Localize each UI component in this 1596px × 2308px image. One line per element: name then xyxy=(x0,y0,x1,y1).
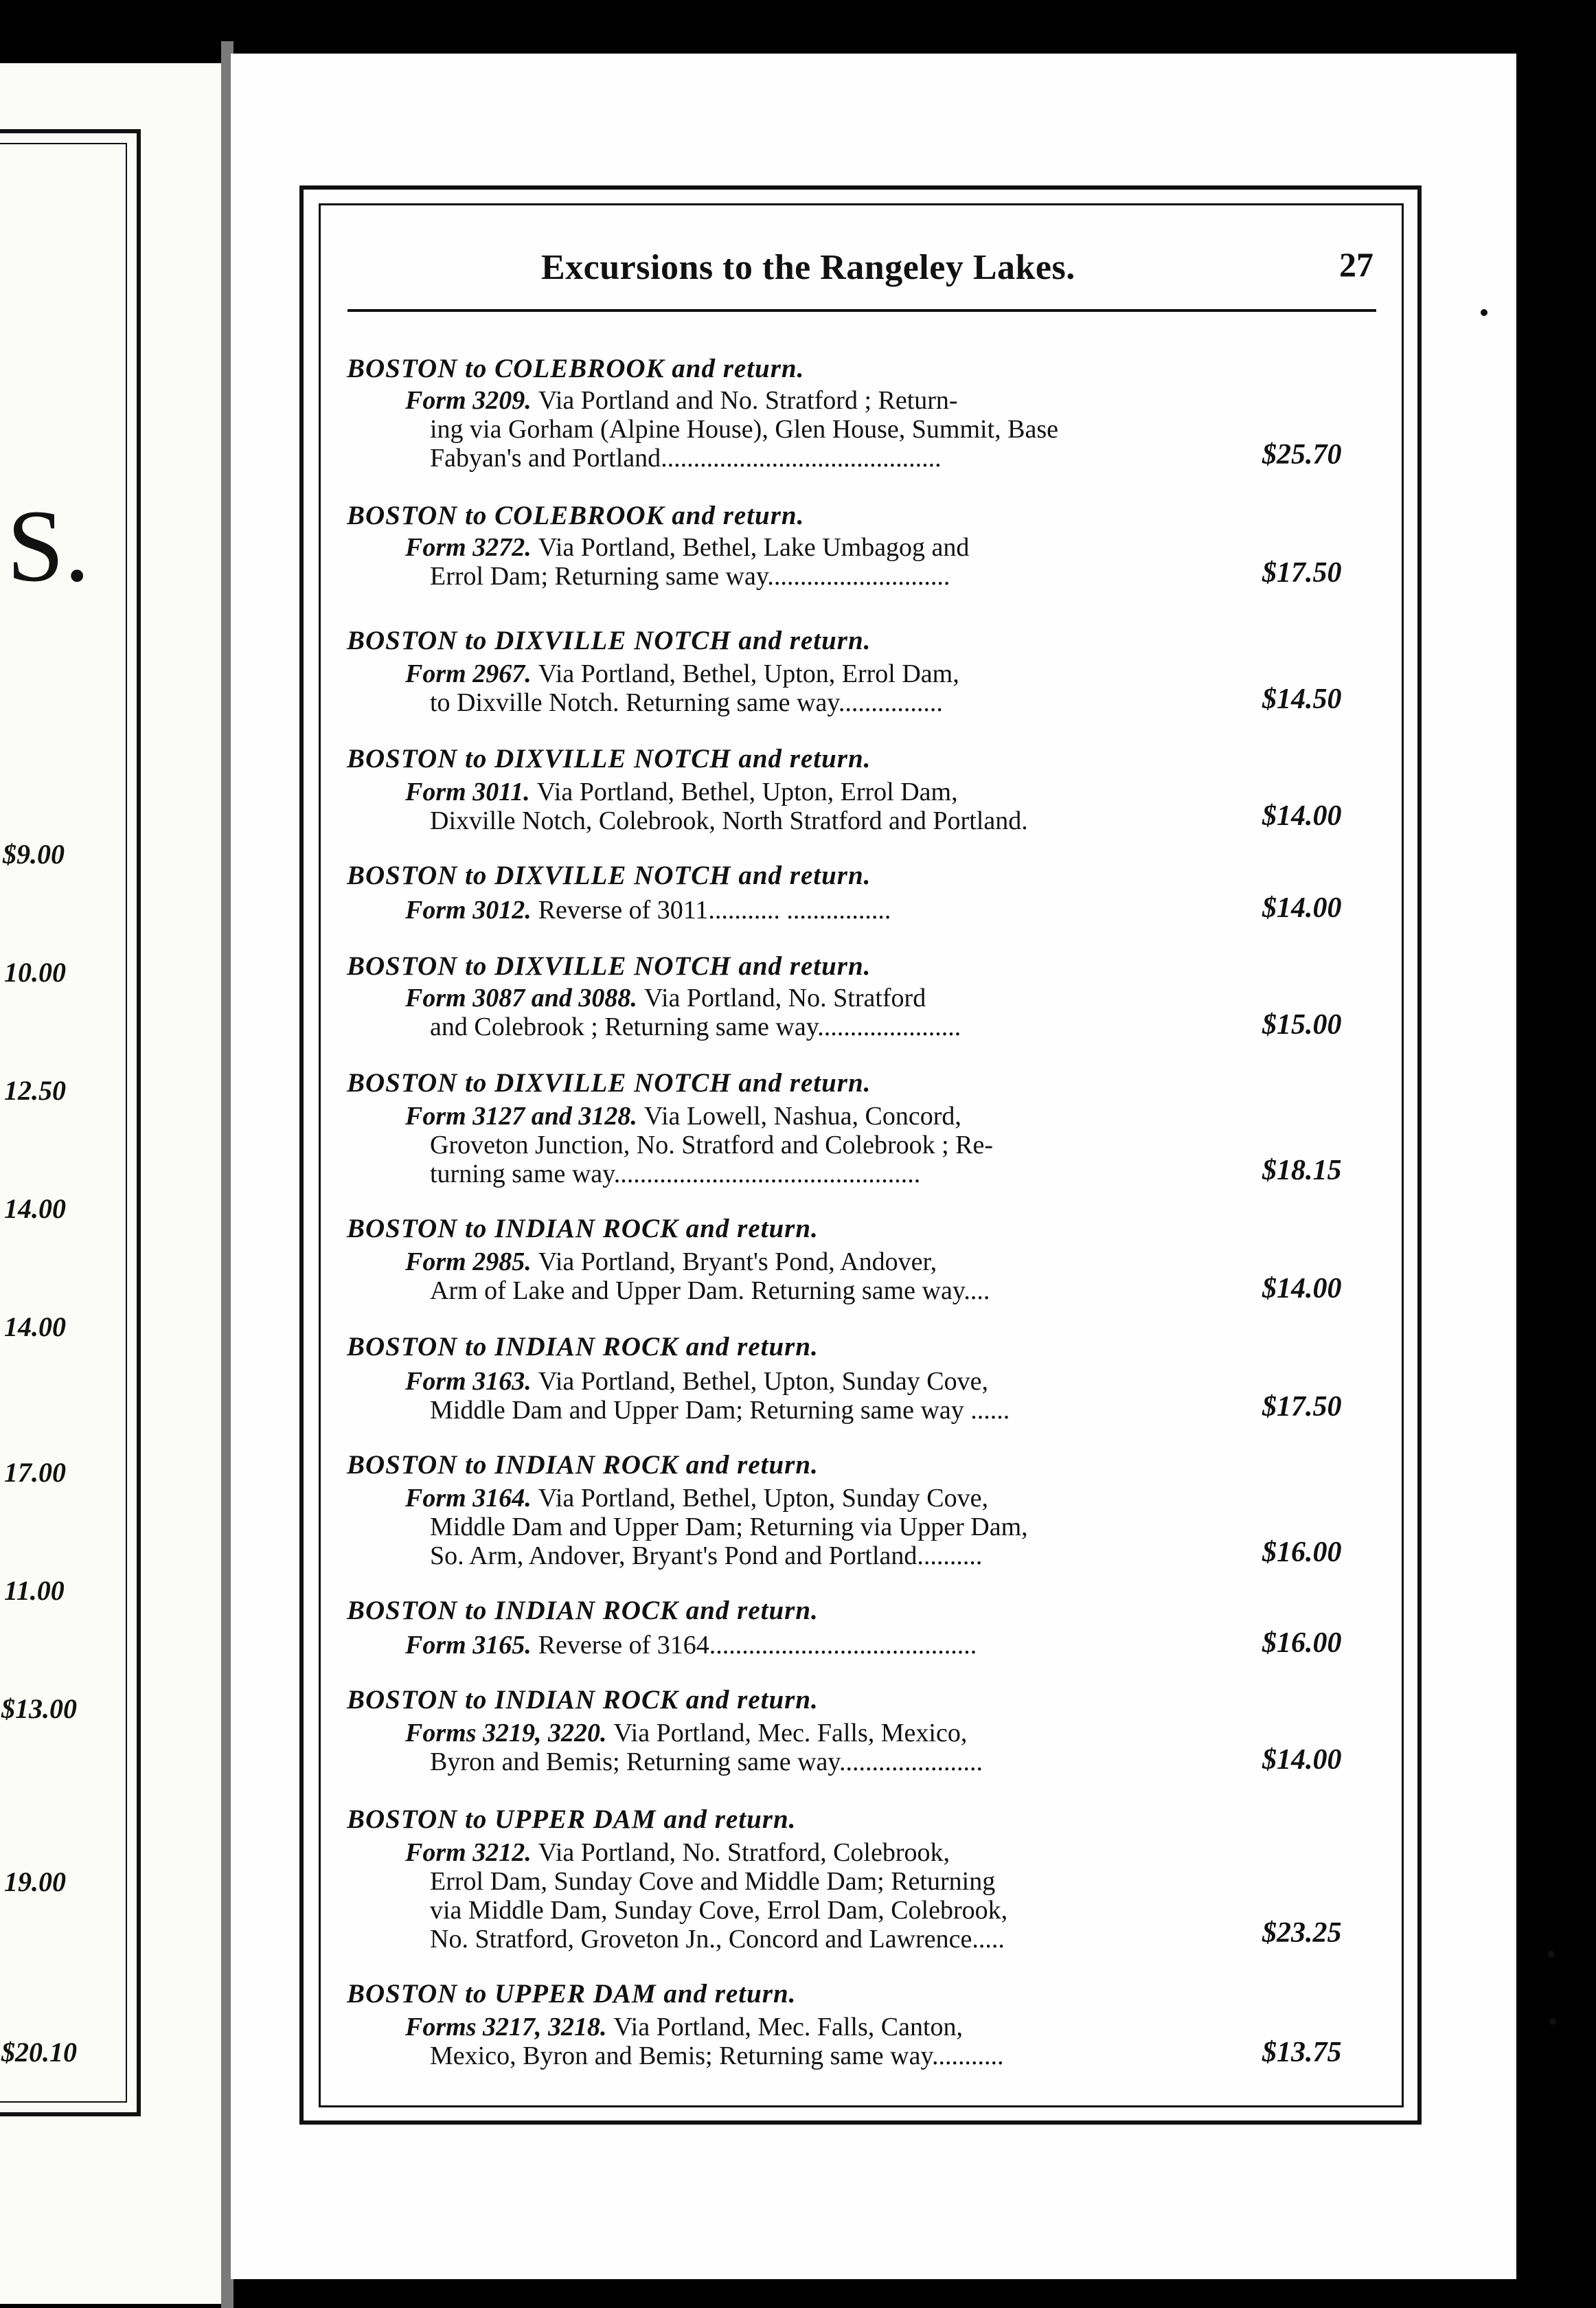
form-number: Form 3127 and 3128. xyxy=(405,1102,637,1131)
fare-description xyxy=(405,1247,1216,1305)
route-heading: BOSTON to COLEBROOK and return. xyxy=(347,354,805,383)
fare-price: $17.50 xyxy=(1262,557,1342,589)
form-number: Forms 3217, 3218. xyxy=(405,2013,607,2041)
scan-speck xyxy=(1549,2018,1556,2025)
description-line: Byron and Bemis; Returning same way...................... xyxy=(430,1747,983,1776)
fare-price: $18.15 xyxy=(1262,1155,1342,1186)
left-price: 12.50 xyxy=(4,1075,66,1106)
route-heading: BOSTON to DIXVILLE NOTCH and return. xyxy=(347,861,871,890)
left-price: 11.00 xyxy=(4,1575,65,1606)
description-line: Middle Dam and Upper Dam; Returning via Upper Dam, xyxy=(430,1513,1028,1541)
description-line: Fabyan's and Portland........................................... xyxy=(430,444,942,473)
fare-price: $16.00 xyxy=(1262,1627,1342,1659)
left-price: 14.00 xyxy=(4,1311,66,1342)
page-number: 27 xyxy=(1339,245,1373,284)
form-number: Form 3272. xyxy=(405,533,532,562)
description-line: and Colebrook ; Returning same way...................... xyxy=(430,1012,961,1041)
scan-speck xyxy=(1481,309,1487,316)
fare-price: $16.00 xyxy=(1262,1537,1342,1568)
form-number: Form 3011. xyxy=(405,778,530,806)
route-heading: BOSTON to DIXVILLE NOTCH and return. xyxy=(347,626,871,655)
header-rule xyxy=(347,309,1376,312)
form-number: Form 3163. xyxy=(405,1367,532,1396)
fare-description xyxy=(405,533,1216,591)
description-line: ing via Gorham (Alpine House), Glen House, Summit, Base xyxy=(430,415,1059,444)
fare-price: $14.00 xyxy=(1262,1273,1342,1304)
form-number: Form 2985. xyxy=(405,1247,532,1276)
fare-price: $14.00 xyxy=(1262,800,1342,832)
fare-description xyxy=(405,778,1216,835)
left-price: 14.00 xyxy=(4,1193,66,1224)
description-line: No. Stratford, Groveton Jn., Concord and Lawrence..... xyxy=(430,1925,1005,1954)
route-heading: BOSTON to DIXVILLE NOTCH and return. xyxy=(347,951,871,981)
form-number: Form 3212. xyxy=(405,1838,532,1867)
description-line: Via Portland, Bethel, Upton, Sunday Cove, xyxy=(538,1367,988,1396)
fare-description xyxy=(405,1838,1216,1954)
fare-price: $23.25 xyxy=(1262,1917,1342,1949)
description-line: Errol Dam, Sunday Cove and Middle Dam; Returning xyxy=(430,1867,996,1896)
description-line: to Dixville Notch. Returning same way................ xyxy=(430,688,943,717)
fare-description xyxy=(405,1484,1216,1570)
route-heading: BOSTON to UPPER DAM and return. xyxy=(347,1804,797,1834)
form-number: Form 3012. xyxy=(405,896,532,925)
description-line: Dixville Notch, Colebrook, North Stratford and Portland. xyxy=(430,806,1028,835)
route-heading: BOSTON to INDIAN ROCK and return. xyxy=(347,1685,819,1715)
description-line: Via Portland, Mec. Falls, Mexico, xyxy=(613,1719,968,1747)
route-heading: BOSTON to INDIAN ROCK and return. xyxy=(347,1596,819,1625)
form-number: Form 3165. xyxy=(405,1631,532,1660)
description-line: Via Portland and No. Stratford ; Return- xyxy=(538,386,958,415)
description-line: Via Portland, No. Stratford xyxy=(643,984,926,1012)
form-number: Form 3087 and 3088. xyxy=(405,984,637,1012)
route-heading: BOSTON to INDIAN ROCK and return. xyxy=(347,1214,819,1243)
fare-description xyxy=(405,896,1216,925)
description-line: Via Portland, Bryant's Pond, Andover, xyxy=(538,1247,937,1276)
description-line: turning same way............................................... xyxy=(430,1159,921,1188)
description-line: So. Arm, Andover, Bryant's Pond and Portland.......... xyxy=(430,1541,983,1570)
description-line: Via Portland, Bethel, Lake Umbagog and xyxy=(538,533,970,562)
description-line: Via Portland, No. Stratford, Colebrook, xyxy=(538,1838,950,1867)
route-heading: BOSTON to INDIAN ROCK and return. xyxy=(347,1332,819,1361)
fare-price: $15.00 xyxy=(1262,1009,1342,1041)
fare-description xyxy=(405,2013,1216,2070)
route-heading: BOSTON to DIXVILLE NOTCH and return. xyxy=(347,1068,871,1098)
description-line: Via Portland, Bethel, Upton, Sunday Cove, xyxy=(538,1484,988,1513)
description-line: Errol Dam; Returning same way............................ xyxy=(430,562,950,591)
fare-price: $17.50 xyxy=(1262,1391,1342,1423)
left-price: $20.10 xyxy=(1,2037,77,2068)
scan-speck xyxy=(1548,1951,1555,1958)
fare-description xyxy=(405,386,1216,473)
left-price: 17.00 xyxy=(4,1457,66,1488)
description-line: via Middle Dam, Sunday Cove, Errol Dam, Colebrook, xyxy=(430,1896,1008,1925)
form-number: Form 2967. xyxy=(405,659,532,688)
description-line: Arm of Lake and Upper Dam. Returning same way.... xyxy=(430,1276,990,1305)
route-heading: BOSTON to DIXVILLE NOTCH and return. xyxy=(347,744,871,773)
fare-price: $13.75 xyxy=(1262,2037,1342,2068)
fare-description xyxy=(405,1367,1216,1425)
fare-price: $14.50 xyxy=(1262,683,1342,715)
description-line: Reverse of 3164......................................... xyxy=(538,1631,977,1660)
form-number: Forms 3219, 3220. xyxy=(405,1719,607,1747)
route-heading: BOSTON to COLEBROOK and return. xyxy=(347,501,805,530)
left-price: 10.00 xyxy=(4,957,66,988)
fare-price: $14.00 xyxy=(1262,1744,1342,1776)
fare-price: $25.70 xyxy=(1262,439,1342,471)
fare-description xyxy=(405,1102,1216,1188)
left-price: $13.00 xyxy=(1,1693,77,1724)
fare-description xyxy=(405,984,1216,1041)
description-line: Reverse of 3011........... ................ xyxy=(538,896,891,925)
left-page-heading-fragment: S. xyxy=(7,489,90,603)
left-price: 19.00 xyxy=(4,1866,66,1897)
route-heading: BOSTON to UPPER DAM and return. xyxy=(347,1979,797,2009)
description-line: Groveton Junction, No. Stratford and Colebrook ; Re- xyxy=(430,1131,994,1159)
description-line: Via Portland, Bethel, Upton, Errol Dam, xyxy=(536,778,958,806)
left-price: $9.00 xyxy=(3,839,65,870)
description-line: Via Lowell, Nashua, Concord, xyxy=(643,1102,961,1131)
description-line: Via Portland, Mec. Falls, Canton, xyxy=(613,2013,964,2041)
fare-price: $14.00 xyxy=(1262,892,1342,924)
form-number: Form 3164. xyxy=(405,1484,532,1513)
form-number: Form 3209. xyxy=(405,386,532,415)
description-line: Mexico, Byron and Bemis; Returning same way........... xyxy=(430,2041,1004,2070)
left-page-inner-border xyxy=(0,143,127,2103)
page-title: Excursions to the Rangeley Lakes. xyxy=(541,248,1075,287)
description-line: Middle Dam and Upper Dam; Returning same way ...... xyxy=(430,1396,1010,1425)
description-line: Via Portland, Bethel, Upton, Errol Dam, xyxy=(538,659,959,688)
route-heading: BOSTON to INDIAN ROCK and return. xyxy=(347,1450,819,1480)
fare-description xyxy=(405,659,1216,717)
fare-description xyxy=(405,1719,1216,1776)
fare-description xyxy=(405,1631,1216,1660)
